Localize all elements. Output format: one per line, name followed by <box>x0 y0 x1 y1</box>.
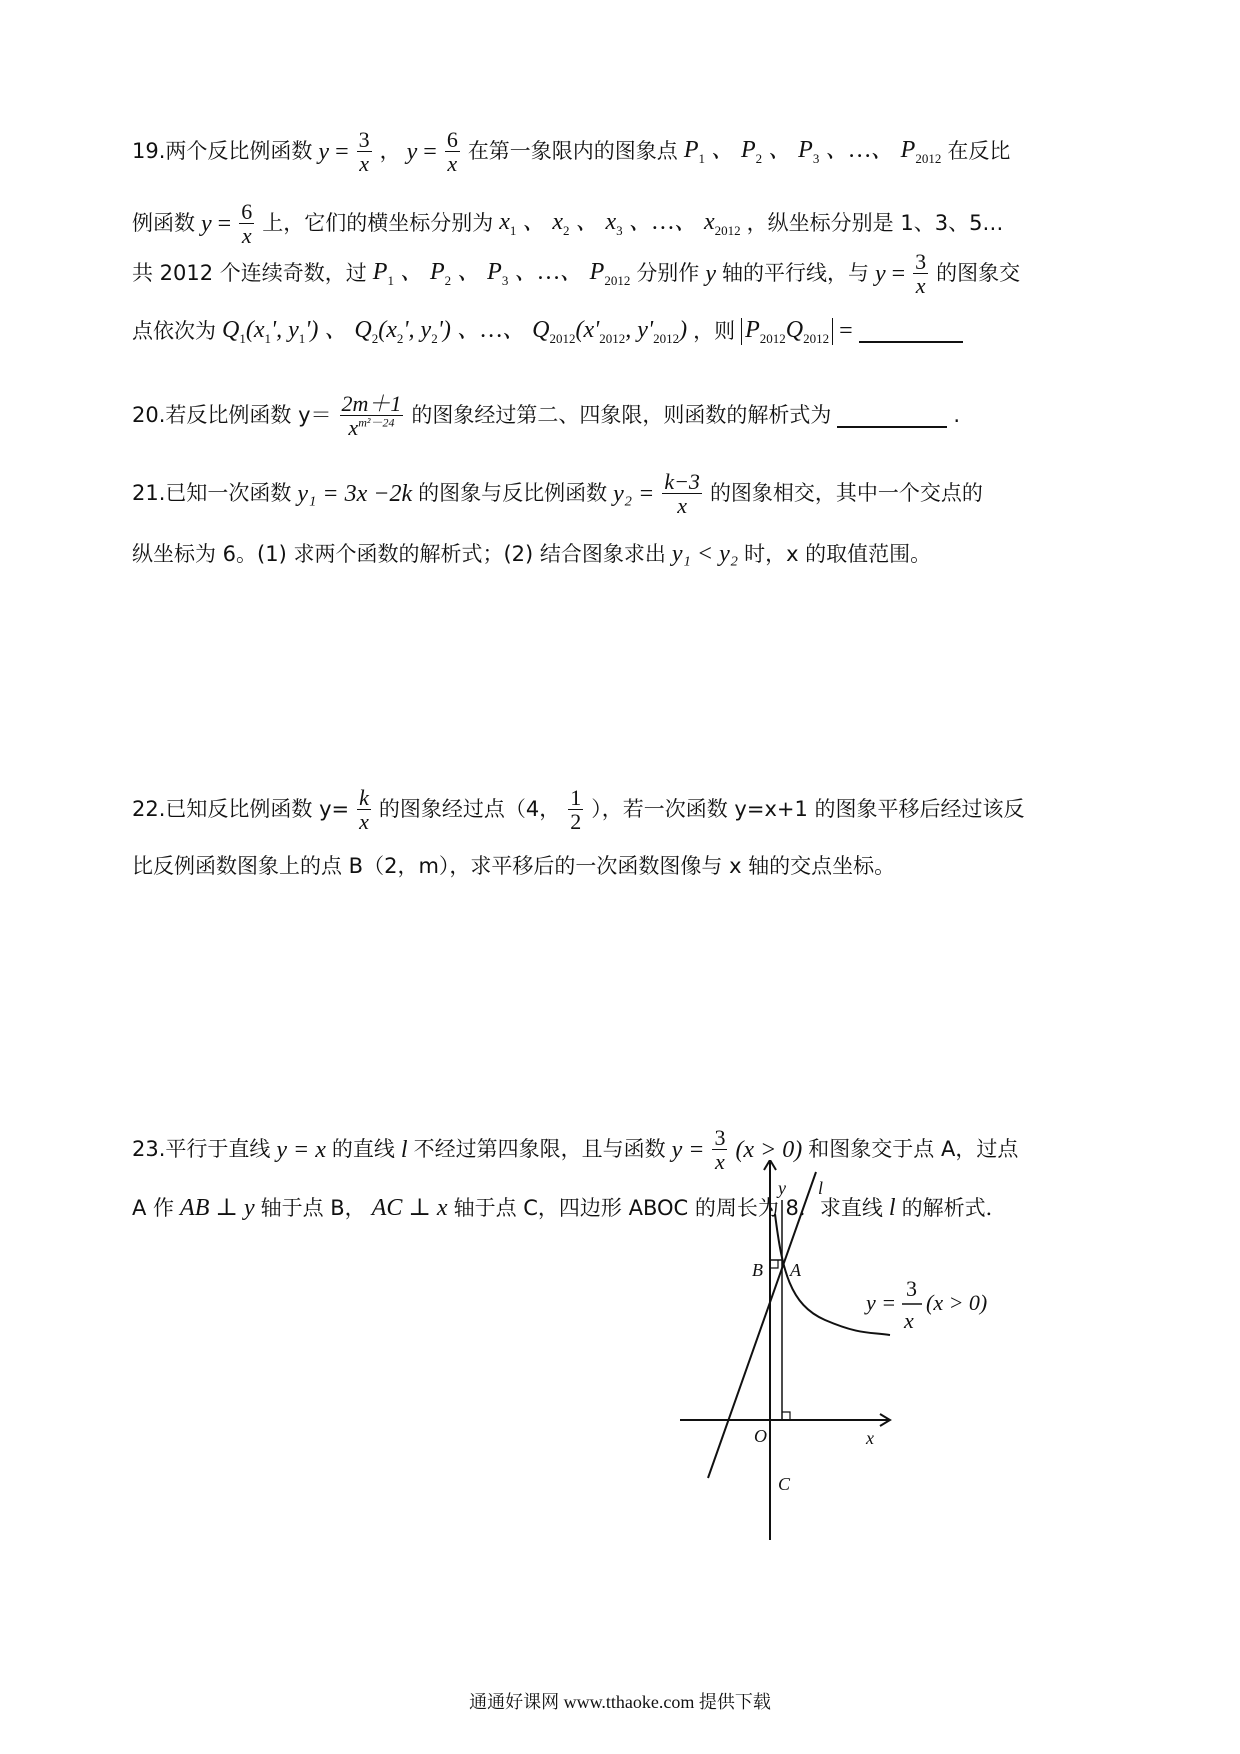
math-var: y <box>201 210 212 237</box>
math-expr: y₁ = 3x −2k <box>297 480 413 507</box>
q19-text: 的图象交 <box>936 261 1021 286</box>
fraction <box>357 786 371 833</box>
math-var: l <box>888 1195 896 1221</box>
fraction-den: x <box>677 493 687 519</box>
q19-text: 在反比 <box>947 139 1011 164</box>
fn-label-num: 3 <box>906 1276 917 1301</box>
math-expr: AC ⊥ x <box>371 1195 448 1221</box>
fn-label-den: x <box>904 1308 914 1333</box>
q19-text: 上，它们的横坐标分别为 <box>262 211 494 236</box>
fraction-num: 1 <box>570 785 582 810</box>
math-var: y <box>318 138 330 165</box>
math-expr: y = <box>671 1136 705 1163</box>
fraction-num: 2m＋1 <box>341 391 402 416</box>
q23-text: 的直线 <box>331 1137 395 1162</box>
answer-blank <box>837 404 947 428</box>
q20-text: 的图象经过第二、四象限，则函数的解析式为 <box>411 403 832 428</box>
q19-text: ，纵坐标分别是 1、3、5… <box>746 211 1004 236</box>
fraction-den: x <box>359 151 369 177</box>
exponent: m²－24 <box>358 415 395 430</box>
math-expr: y = x <box>276 1136 326 1163</box>
math-q-points: $Q_1(x_1'$, $y_1'$) 、 $Q_2(x_2'$, $y_2'$) 、…、 $Q_{2012}(x'_{2012}$, $y'_{2012}$) <box>222 317 688 346</box>
fraction-num: 3 <box>714 1125 726 1150</box>
fraction-den <box>346 416 396 439</box>
q19-text: 在第一象限内的图象点 <box>467 139 678 164</box>
fraction <box>662 470 702 517</box>
fraction-den: x <box>359 809 369 835</box>
q19-text: 分别作 <box>636 261 700 286</box>
label-b: B <box>752 1260 763 1280</box>
label-l: l <box>818 1178 824 1198</box>
math-var: l <box>400 1136 408 1163</box>
math-xs: $x_1$ 、 $x_2$ 、 $x_3$ 、…、 $x_{2012}$ <box>499 209 741 238</box>
right-angle-b <box>770 1260 778 1268</box>
math-points: $P_1$ 、 $P_2$ 、 $P_3$ 、…、 $P_{2012}$ <box>683 137 942 166</box>
fraction-den: x <box>715 1149 725 1175</box>
q22-text: 的图象经过点（4， <box>378 797 561 822</box>
q23-graph <box>670 1160 1010 1540</box>
fraction <box>445 128 460 175</box>
math-var: y <box>406 138 418 165</box>
right-angle-c <box>782 1412 790 1420</box>
fraction-num: k <box>359 785 369 810</box>
q19-text: 19.两个反比例函数 <box>132 139 313 164</box>
q19-line2: 例函数 y = $\frac{6}{x}$ 上，它们的横坐标分别为 $x_1$ 、 $x_2$ 、 $x_3$ 、…、 $x_{2012}$ ，纵坐标分别是 1、3、5… <box>132 199 1004 249</box>
fraction-den: 2 <box>570 809 582 835</box>
q21-text: 时，x 的取值范围。 <box>744 541 932 566</box>
q22-line2 <box>132 856 895 877</box>
fraction <box>239 200 254 247</box>
q19-text: ， <box>379 139 401 164</box>
math-var: y <box>705 260 716 287</box>
fraction <box>357 128 372 175</box>
q23-text: 不经过第四象限，且与函数 <box>413 1137 666 1162</box>
math-abs: $P_{2012}Q_{2012}$ <box>741 318 833 345</box>
fn-label-cond: (x > 0) <box>926 1290 988 1315</box>
label-x: x <box>866 1428 874 1448</box>
fn-label-y: y = <box>866 1290 897 1315</box>
label-o: O <box>754 1426 767 1446</box>
q21-text: 纵坐标为 6。(1) 求两个函数的解析式；(2) 结合图象求出 <box>132 541 666 566</box>
q22-line1 <box>132 786 1025 833</box>
q20-text: 20.若反比例函数 y＝ <box>132 403 332 428</box>
q19-text: ，则 <box>693 318 736 343</box>
fraction-den: x <box>241 223 252 249</box>
q22-text: ），若一次函数 y=x+1 的图象平移后经过该反 <box>591 797 1025 822</box>
q19-line1: 19.两个反比例函数 y = $\frac{3}{x}$ ， y = $\frac{6}{x}$ 在第一象限内的图象点 $P_1$ 、 $P_2$ 、 $P_3$ 、…、 $P_{2012}$ 在反比 <box>132 127 1011 177</box>
math-var: y <box>874 260 886 287</box>
q23-text: A 作 <box>132 1195 175 1220</box>
math-expr: AB ⊥ y <box>180 1195 255 1221</box>
q22-text: 22.已知反比例函数 y= <box>132 797 350 822</box>
fraction-num: k−3 <box>664 469 700 494</box>
fraction <box>340 392 404 439</box>
fraction <box>568 786 583 833</box>
footer: 通通好课网 www.tthaoke.com 提供下载 <box>469 1692 771 1712</box>
q22-text: 比反例函数图象上的点 B（2，m），求平移后的一次函数图像与 x 轴的交点坐标。 <box>132 854 896 878</box>
q21-line1 <box>132 470 983 517</box>
q19-text: 例函数 <box>132 211 195 236</box>
math-expr: y₂ = <box>613 480 655 507</box>
q23-text: 23.平行于直线 <box>132 1137 271 1162</box>
fraction-num: 6 <box>241 199 253 224</box>
fraction-den: x <box>447 151 458 177</box>
q19-line4: 点依次为 $Q_1(x_1'$, $y_1'$) 、 $Q_2(x_2'$, $y_2'$) 、…、 $Q_{2012}(x'_{2012}$, $y'_{2012}$) ，则 $P_{2012}Q_{2012}$ = <box>132 318 963 345</box>
fraction-num: 6 <box>446 127 458 152</box>
q20-text: . <box>953 403 961 428</box>
q23-text: 和图象交于点 A，过点 <box>808 1137 1019 1162</box>
fraction-den: x <box>915 273 926 299</box>
q19-text: 共 2012 个连续奇数，过 <box>132 261 367 286</box>
q19-line3: 共 2012 个连续奇数，过 $P_1$ 、 $P_2$ 、 $P_3$ 、…、 $P_{2012}$ 分别作 y 轴的平行线，与 y = $\frac{3}{x}$ 的图象交 <box>132 249 1021 299</box>
den-var: x <box>348 415 359 441</box>
fraction-num: 3 <box>915 249 927 274</box>
q23-text: 轴于点 C，四边形 ABOC 的周长为 8．求直线 <box>453 1195 883 1220</box>
q23-text: 的解析式． <box>901 1195 1007 1220</box>
q23-text: 轴于点 B， <box>260 1195 366 1220</box>
q19-text: 点依次为 <box>132 318 216 343</box>
fraction-num: 3 <box>358 127 370 152</box>
label-a: A <box>790 1260 801 1280</box>
q21-text: 21.已知一次函数 <box>132 481 292 506</box>
answer-blank <box>859 319 963 343</box>
q19-text: 轴的平行线，与 <box>721 261 869 286</box>
math-expr: y₁ < y₂ <box>671 541 739 567</box>
label-c: C <box>778 1474 791 1494</box>
fraction <box>913 250 928 297</box>
math-expr: (x > 0) <box>735 1136 803 1163</box>
q21-text: 的图象与反比例函数 <box>418 481 608 506</box>
math-points: $P_1$ 、 $P_2$ 、 $P_3$ 、…、 $P_{2012}$ <box>372 259 631 288</box>
q20-line <box>132 392 960 439</box>
q21-line2 <box>132 542 931 566</box>
q21-text: 的图象相交，其中一个交点的 <box>709 481 983 506</box>
label-y: y <box>778 1178 786 1198</box>
